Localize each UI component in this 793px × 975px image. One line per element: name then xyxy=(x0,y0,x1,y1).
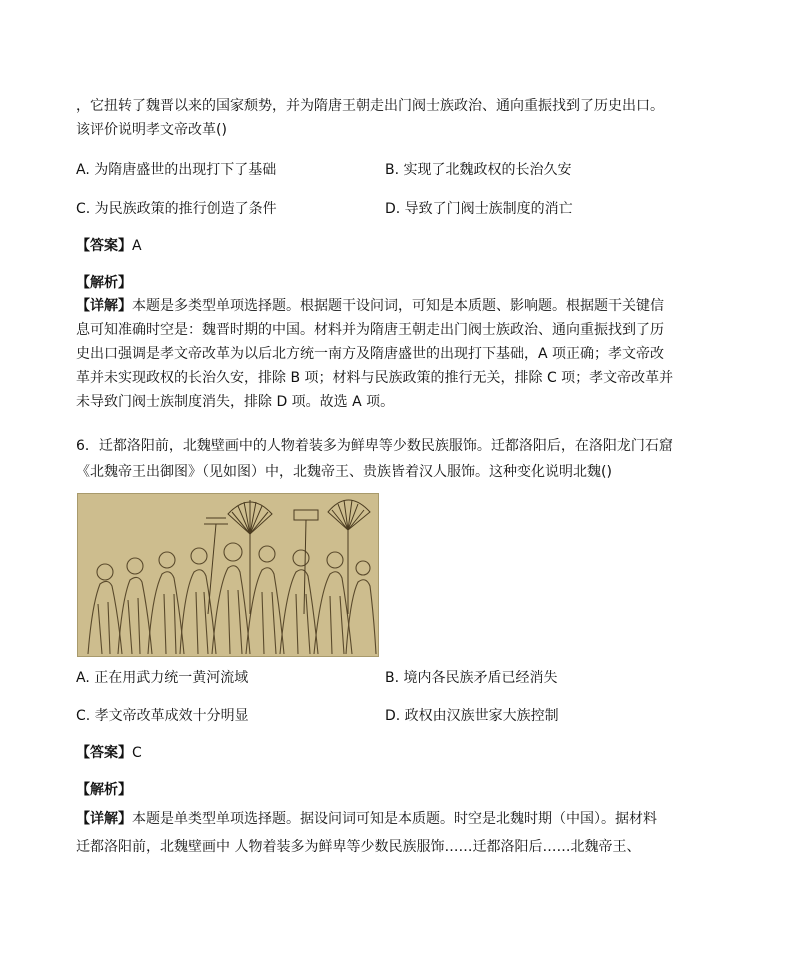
q6-detail-line-2: 迁都洛阳前，北魏壁画中 人物着装多为鲜卑等少数民族服饰……迁都洛阳后……北魏帝王、 xyxy=(76,839,641,855)
intro-line-1: ，它扭转了魏晋以来的国家颓势，并为隋唐王朝走出门阀士族政治、通向重振找到了历史出口。 xyxy=(76,98,664,114)
answer-value: A xyxy=(132,238,142,254)
mural-image xyxy=(77,493,379,657)
intro-line-2: 该评价说明孝文帝改革() xyxy=(76,122,227,138)
q6-detail-line-1 xyxy=(76,809,657,829)
answer-tag: 【答案】 xyxy=(76,238,132,254)
q5-detail-line-1 xyxy=(76,296,664,316)
q5-detail-line-5: 未导致门阀士族制度消失，排除 D 项。故选 A 项。 xyxy=(76,394,395,410)
mural-illustration xyxy=(78,494,378,656)
q5-analysis-tag: 【解析】 xyxy=(76,275,132,291)
q6-option-a: A. 正在用武力统一黄河流域 xyxy=(76,670,249,686)
q6-stem-line-2: 《北魏帝王出御图》（见如图）中，北魏帝王、贵族皆着汉人服饰。这种变化说明北魏() xyxy=(76,464,612,480)
q5-answer xyxy=(76,236,142,256)
detail-text: 本题是单类型单项选择题。据设问词可知是本质题。时空是北魏时期（中国）。据材料 xyxy=(132,811,657,827)
q5-detail-line-2: 息可知准确时空是：魏晋时期的中国。材料并为隋唐王朝走出门阀士族政治、通向重振找到了历 xyxy=(76,322,664,338)
q6-analysis-tag: 【解析】 xyxy=(76,782,132,798)
answer-tag: 【答案】 xyxy=(76,745,132,761)
q6-option-b: B. 境内各民族矛盾已经消失 xyxy=(385,670,558,686)
detail-tag: 【详解】 xyxy=(76,811,132,827)
q6-option-c: C. 孝文帝改革成效十分明显 xyxy=(76,708,249,724)
q5-option-a: A. 为隋唐盛世的出现打下了基础 xyxy=(76,162,277,178)
detail-tag: 【详解】 xyxy=(76,298,132,314)
detail-text: 本题是多类型单项选择题。根据题干设问词，可知是本质题、影响题。根据题干关键信 xyxy=(132,298,664,314)
q5-detail-line-4: 革并未实现政权的长治久安，排除 B 项；材料与民族政策的推行无关，排除 C 项；孝文帝改革并 xyxy=(76,370,674,386)
q5-option-b: B. 实现了北魏政权的长治久安 xyxy=(385,162,572,178)
q6-option-d: D. 政权由汉族世家大族控制 xyxy=(385,708,559,724)
q5-detail-line-3: 史出口强调是孝文帝改革为以后北方统一南方及隋唐盛世的出现打下基础，A 项正确；孝文帝改 xyxy=(76,346,665,362)
q6-stem-line-1: 6．迁都洛阳前，北魏壁画中的人物着装多为鲜卑等少数民族服饰。迁都洛阳后，在洛阳龙门石窟 xyxy=(76,438,673,454)
q6-answer xyxy=(76,743,142,763)
answer-value: C xyxy=(132,745,142,761)
q5-option-c: C. 为民族政策的推行创造了条件 xyxy=(76,201,277,217)
q5-option-d: D. 导致了门阀士族制度的消亡 xyxy=(385,201,573,217)
